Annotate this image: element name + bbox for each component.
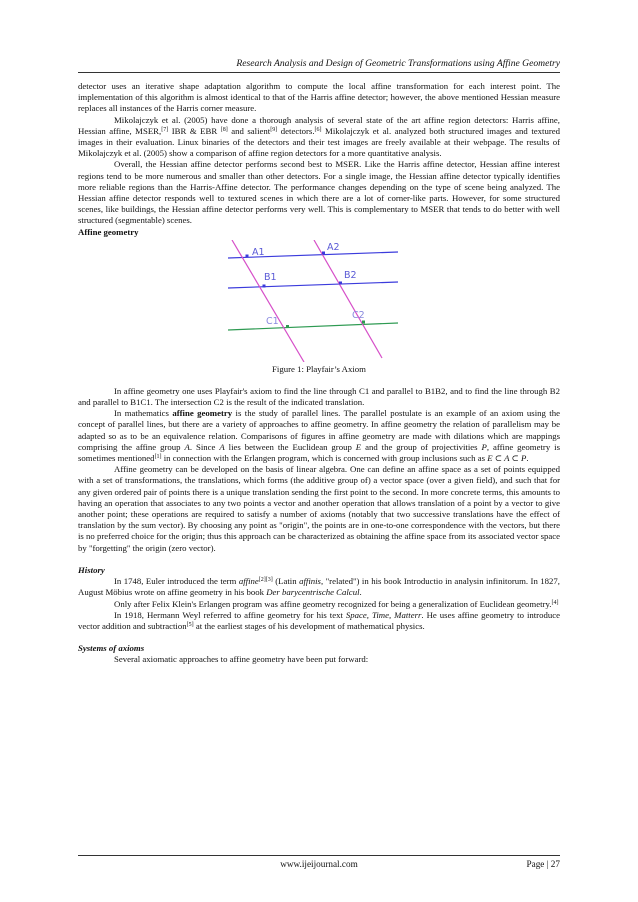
label-b1: B1 <box>264 271 277 283</box>
line-c <box>228 323 398 330</box>
paragraph-klein <box>78 599 560 610</box>
citation-6: [6] <box>314 126 322 133</box>
text-run: In 1918, Hermann Weyl referred to affine geometry for his text <box>114 609 346 620</box>
text-run: In 1748, Euler introduced the term <box>114 576 239 587</box>
citation-1: [1] <box>154 454 162 461</box>
line-right-transversal <box>314 240 382 358</box>
figure-caption: Figure 1: Playfair’s Axiom <box>272 363 366 374</box>
symbol-a: A <box>184 441 190 452</box>
point-b1 <box>263 284 266 287</box>
paragraph-weyl <box>78 610 560 632</box>
text-run: . Since <box>189 441 220 452</box>
text-run: is the study of parallel lines. The parallel postulate is an example of an axiom using the concept of parallel lines, but there are a variety of approaches to affine geometry. In affine geometry the relation of parallelism may be adapted so as to be an equivalence relation. Comparisons of figures in affine geometry are made with dilations which are mappings comprising the affine group <box>78 408 560 452</box>
paragraph-overall: Overall, the Hessian affine detector performs second best to MSER. Like the Harris affine detector, Hessian affine interest regions tend to be more numerous and smaller than other detectors. For a single image, the Hessian affine detector typically identifies more reliable regions than the Harris-Affine detector. The performance changes depending on the type of scene being analyzed. The Hessian affine detector responds well to textured scenes in which there are a lot of corner-like parts. However, for some structured scenes, like buildings, the Hessian affine detector performs very well. This is complementary to MSER that tends to do better with well structured (segmentable) scenes. <box>78 159 560 226</box>
symbol-e: E <box>355 441 362 452</box>
text-run: IBR & EBR <box>168 125 221 136</box>
term-affine-geometry: affine geometry <box>172 408 233 419</box>
paragraph-mikolajczyk <box>78 115 560 160</box>
text-run: , affine geometry is sometimes mentioned <box>78 441 560 464</box>
symbol-a: A <box>219 441 225 452</box>
paragraph-euler <box>78 576 560 598</box>
text-run: Only after Felix Klein's Erlangen program was affine geometry recognized for being a generalization of Euclidean geometry. <box>114 598 552 609</box>
heading-affine-geometry: Affine geometry <box>78 226 139 237</box>
book-title: Space, Time, Matterr <box>345 609 422 620</box>
text-run: at the earliest stages of his development of mathematical physics. <box>193 620 425 631</box>
text-run: and salient <box>227 125 271 136</box>
header-rule <box>78 72 560 73</box>
paragraph-playfair: In affine geometry one uses Playfair's axiom to find the line through C1 and parallel to B1B2, and to find the line through B2 and parallel to B1C1. The intersection C2 is the result of the indicated translation. <box>78 385 560 408</box>
line-left-transversal <box>232 240 304 362</box>
text-run: . <box>526 453 529 464</box>
citation-7: [7] <box>161 126 169 133</box>
label-a2: A2 <box>327 241 340 253</box>
point-b2 <box>339 281 342 284</box>
text-run: (Latin <box>272 576 300 587</box>
page-body <box>78 81 560 666</box>
label-c1: C1 <box>266 315 279 327</box>
footer-url: www.ijeijournal.com <box>280 859 358 869</box>
paragraph-hessian-detector: detector uses an iterative shape adaptation algorithm to compute the local affine transformation for each interest point. The implementation of this algorithm is almost identical to that of the Harris affine detector; however, the above mentioned Hessian measure replaces all instances of the Harris corner measure. <box>78 81 560 114</box>
paragraph-axiomatic: Several axiomatic approaches to affine geometry have been put forward: <box>114 654 369 665</box>
symbol-p: P <box>481 441 487 452</box>
citation-9: [9] <box>270 126 278 133</box>
term-affinis: affinis <box>299 576 321 587</box>
figure-playfair <box>78 240 560 362</box>
running-header: Research Analysis and Design of Geometric Transformations using Affine Geometry <box>236 58 560 69</box>
citation-2-3: [2][3] <box>258 577 273 584</box>
citation-8: [8] <box>220 126 228 133</box>
text-run: Mikolajczyk et al. analyzed both structured images and textured images in their evaluation. Linux binaries of the detectors and their test images are freely available at their webpage. The results of Mikolajczyk et al. (2005) show a comparison of affine region detectors for a more quantitative analysis. <box>78 125 560 159</box>
group-inclusion: E ⊂ A ⊂ P <box>487 453 527 464</box>
book-title: Der barycentrische Calcul <box>266 587 360 598</box>
spacer <box>78 375 560 386</box>
page-number: Page | 27 <box>526 859 560 869</box>
label-b2: B2 <box>344 269 357 281</box>
point-a2 <box>322 251 325 254</box>
term-affine: affine <box>238 576 259 587</box>
line-b <box>228 282 398 288</box>
spacer <box>78 632 560 643</box>
text-run: , "related") in his book Introductio in analysin infinitorum. In 1827, August Möbius wrote on affine geometry in his book <box>78 576 560 598</box>
text-run: Mikolajczyk et al. (2005) have done a thorough analysis of several state of the art affine region detectors: Harris affine, Hessian affine, MSER, <box>78 114 560 136</box>
point-a1 <box>246 254 249 257</box>
paragraph-linear-algebra: Affine geometry can be developed on the basis of linear algebra. One can define an affine space as a set of points equipped with a set of transformations, the translations, which forms (the additive group of) a vector space (over a given field), and such that for any given ordered pair of points there is a unique translation sending the first point to the second. In more concrete terms, this amounts to having an operation that associates to any two points a vector and another operation that allows translation of a point by a vector to give another point; these operations are required to satisfy a number of axioms (notably that two successive translations have the effect of translation by the sum vector). By choosing any point as "origin", the points are in one-to-one correspondence with the vectors, but there is no preferred choice for the origin; thus this approach can be characterized as obtaining the affine space from its associated vector space by "forgetting" the origin (zero vector). <box>78 464 560 553</box>
text-run: in connection with the Erlangen program, which is concerned with group inclusions such as <box>161 453 488 464</box>
citation-5: [5] <box>186 621 194 628</box>
heading-systems-of-axioms: Systems of axioms <box>78 643 145 654</box>
heading-history: History <box>78 564 105 575</box>
text-run: . He uses affine geometry to introduce vector addition and subtraction <box>78 609 560 631</box>
label-a1: A1 <box>252 246 265 258</box>
text-run: detectors. <box>277 125 315 136</box>
point-c1 <box>286 325 289 328</box>
playfair-diagram <box>228 240 398 362</box>
text-run: In mathematics <box>114 408 173 419</box>
paragraph-affine-definition <box>78 408 560 464</box>
text-run: and the group of projectivities <box>361 441 482 452</box>
citation-4: [4] <box>551 599 559 606</box>
text-run: . <box>359 587 362 598</box>
text-run: lies between the Euclidean group <box>224 441 356 452</box>
footer-rule <box>78 855 560 856</box>
label-c2: C2 <box>352 309 365 321</box>
spacer <box>78 554 560 565</box>
